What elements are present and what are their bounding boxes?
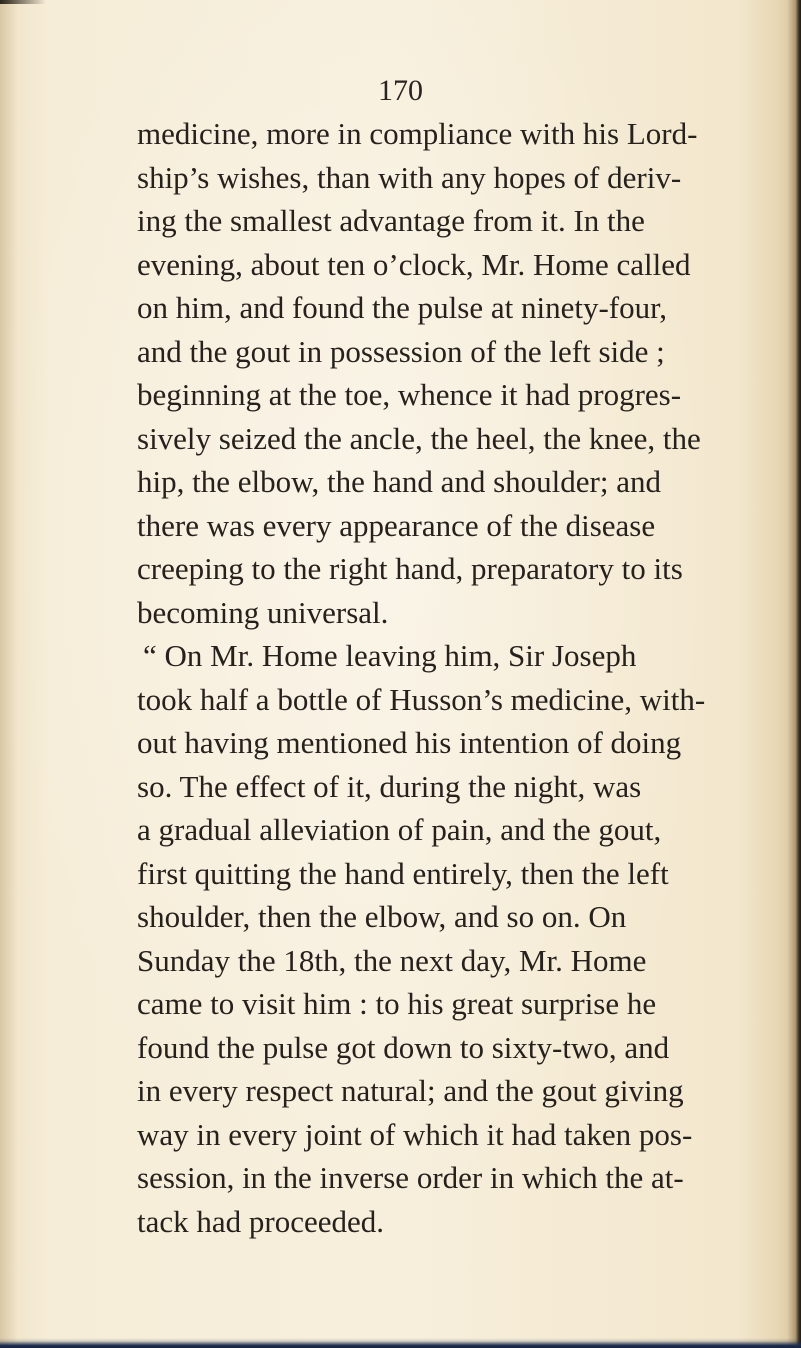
text-line: so. The effect of it, during the night, was (137, 768, 642, 804)
text-line: shoulder, then the elbow, and so on. On (137, 899, 627, 934)
page-right-edge (787, 0, 801, 1348)
text-line: creeping to the right hand, preparatory to its (137, 551, 683, 586)
text-line: ing the smallest advantage from it. In the (137, 203, 645, 238)
text-line: and the gout in possession of the left side ; (137, 333, 665, 369)
text-line: session, in the inverse order in which the at- (137, 1160, 684, 1195)
text-line: hip, the elbow, the hand and shoulder; and (137, 464, 662, 499)
text-line: evening, about ten o’clock, Mr. Home called (137, 246, 691, 282)
text-line-paragraph-start: “ On Mr. Home leaving him, Sir Joseph (143, 638, 637, 673)
text-line: in every respect natural; and the gout giving (137, 1073, 684, 1108)
page-corner-mark (0, 0, 46, 4)
page-gutter-shadow (0, 0, 18, 1348)
text-line: there was every appearance of the disease (137, 507, 656, 543)
body-text (137, 112, 772, 1243)
text-line: becoming universal. (137, 594, 389, 630)
page-bottom-edge (0, 1338, 801, 1348)
page-number: 170 (378, 74, 423, 107)
text-line: a gradual alleviation of pain, and the gout, (137, 812, 662, 847)
text-line: tack had proceeded. (137, 1203, 385, 1239)
text-line: took half a bottle of Husson’s medicine, with- (137, 681, 706, 717)
text-line: medicine, more in compliance with his Lord- (137, 116, 698, 151)
text-line: sively seized the ancle, the heel, the knee, the (137, 420, 701, 456)
text-line: way in every joint of which it had taken pos- (137, 1116, 693, 1152)
text-line: found the pulse got down to sixty-two, and (137, 1029, 670, 1065)
text-line: beginning at the toe, whence it had progres- (137, 377, 682, 412)
text-line: ship’s wishes, than with any hopes of deriv- (137, 159, 682, 195)
text-line: first quitting the hand entirely, then the left (137, 855, 669, 891)
text-line: out having mentioned his intention of doing (137, 725, 682, 760)
text-line: on him, and found the pulse at ninety-four, (137, 290, 667, 325)
text-line: came to visit him : to his great surprise he (137, 986, 657, 1021)
text-line: Sunday the 18th, the next day, Mr. Home (137, 942, 647, 978)
